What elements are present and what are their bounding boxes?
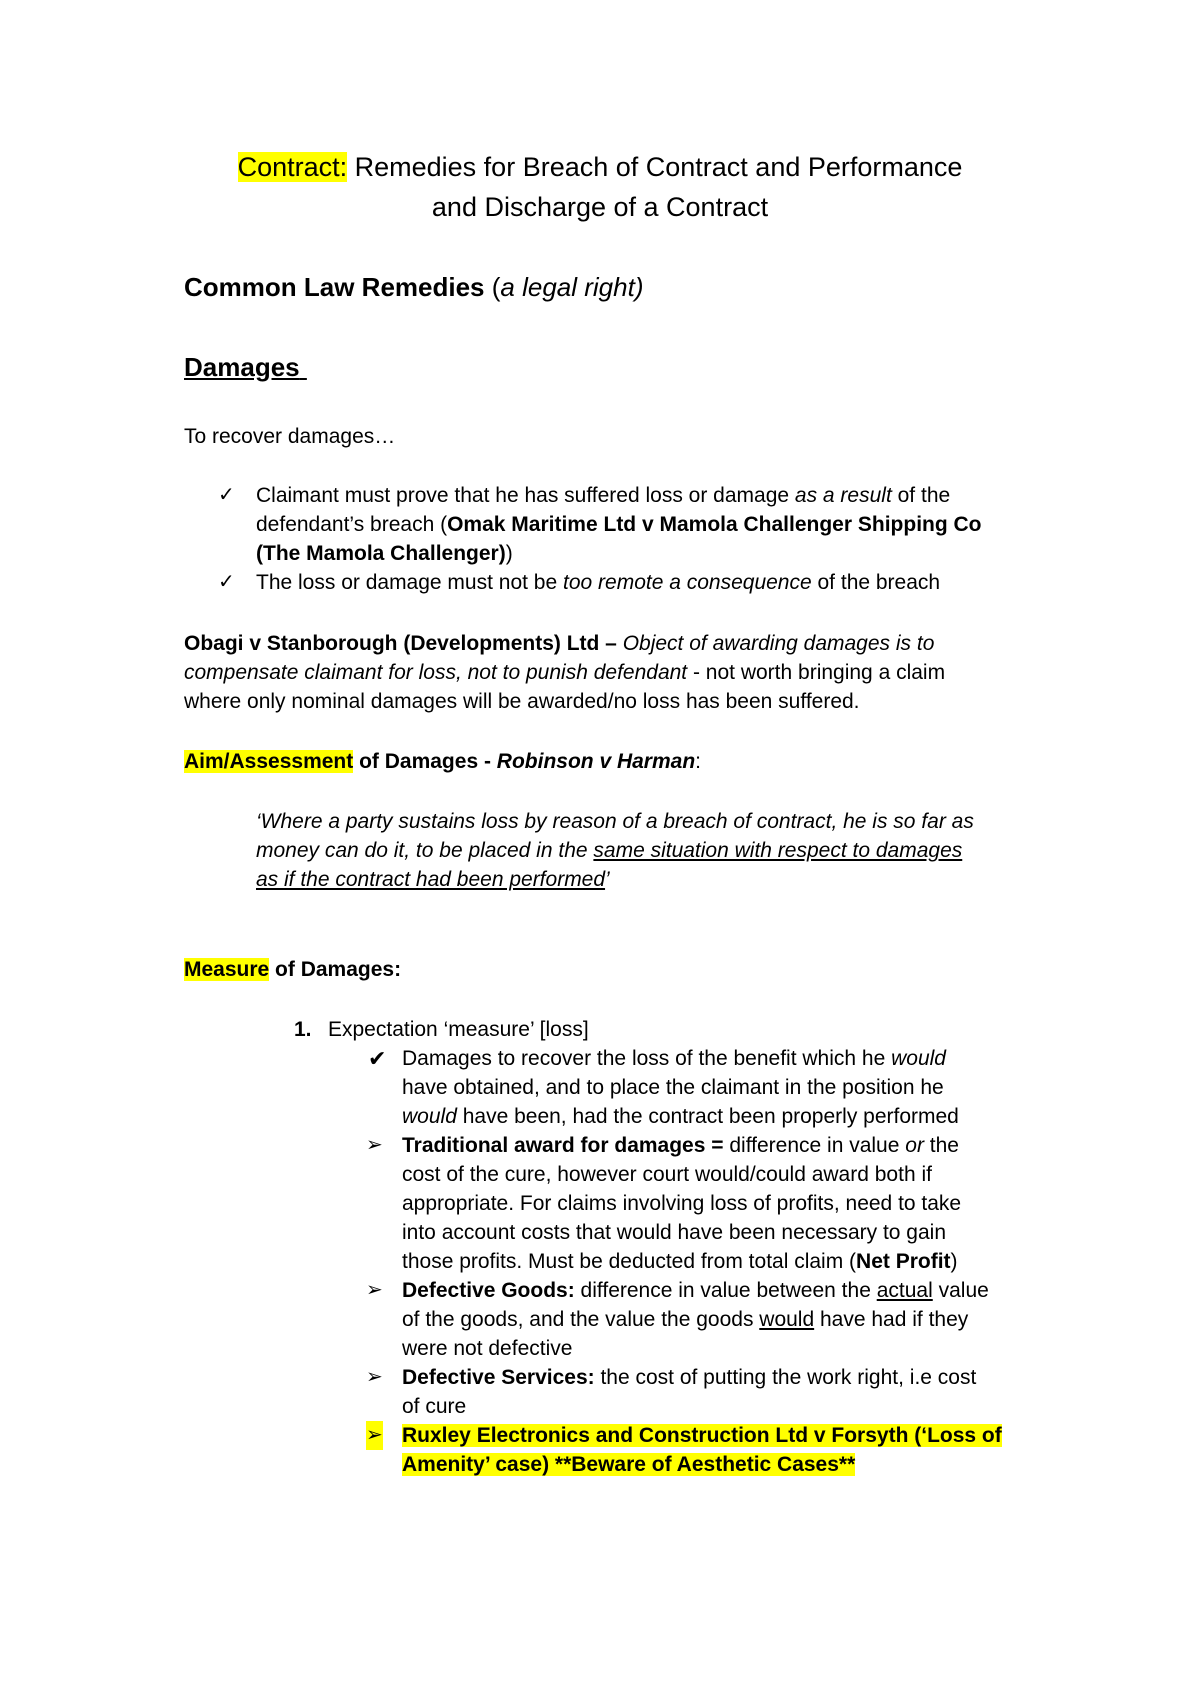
section-heading bbox=[184, 270, 643, 304]
check-icon: ✓ bbox=[218, 484, 235, 506]
check-icon: ✓ bbox=[218, 571, 235, 593]
document-title-line-2: and Discharge of a Contract bbox=[431, 192, 769, 222]
arrow-icon: ➢ bbox=[366, 1421, 383, 1450]
check-item-2: The loss or damage must not be too remote a consequence of the breach bbox=[256, 571, 941, 594]
exp-check-line-2: have obtained, and to place the claimant in the position he bbox=[402, 1076, 944, 1099]
section-heading-text: Common Law Remedies bbox=[184, 272, 485, 302]
list-number: 1. bbox=[294, 1018, 312, 1041]
goods-line-1: Defective Goods: difference in value between the actual value bbox=[402, 1279, 989, 1302]
arrow-icon: ➢ bbox=[366, 1279, 383, 1301]
damages-heading-text: Damages bbox=[184, 352, 300, 382]
aim-heading: Aim/Assessment of Damages - Robinson v Harman: bbox=[184, 750, 702, 773]
arrow-icon: ➢ bbox=[366, 1366, 383, 1388]
title-label: Contract: bbox=[237, 152, 348, 182]
trad-line-4: into account costs that would have been necessary to gain bbox=[402, 1221, 947, 1244]
check-heavy-icon: ✔ bbox=[368, 1046, 387, 1071]
goods-line-3: were not defective bbox=[402, 1337, 573, 1360]
ruxley-line-2: Amenity’ case) **Beware of Aesthetic Cases** bbox=[402, 1453, 856, 1476]
damages-intro: To recover damages… bbox=[184, 425, 396, 448]
check-item-1-line-2: defendant’s breach (Omak Maritime Ltd v Mamola Challenger Shipping Co bbox=[256, 513, 982, 536]
arrow-icon: ➢ bbox=[366, 1134, 383, 1156]
services-line-1: Defective Services: the cost of putting the work right, i.e cost bbox=[402, 1366, 977, 1389]
document-title-line-1 bbox=[0, 147, 1200, 187]
exp-check-line-1: Damages to recover the loss of the benefit which he would bbox=[402, 1047, 946, 1070]
services-line-2: of cure bbox=[402, 1395, 467, 1418]
measure-heading: Measure of Damages: bbox=[184, 958, 402, 981]
trad-line-1: Traditional award for damages = difference in value or the bbox=[402, 1134, 959, 1157]
section-heading-italic: a legal right) bbox=[500, 272, 644, 302]
ruxley-line-1: Ruxley Electronics and Construction Ltd v Forsyth (‘Loss of bbox=[402, 1424, 1002, 1447]
trad-line-3: appropriate. For claims involving loss of profits, need to take bbox=[402, 1192, 962, 1215]
obagi-line-2: compensate claimant for loss, not to punish defendant - not worth bringing a claim bbox=[184, 661, 946, 684]
damages-heading bbox=[184, 350, 307, 384]
check-item-1-line-3: (The Mamola Challenger)) bbox=[256, 542, 513, 565]
check-item-1-line-1: Claimant must prove that he has suffered loss or damage as a result of the bbox=[256, 484, 951, 507]
quote-line-3: as if the contract had been performed’ bbox=[256, 868, 610, 891]
obagi-line-1: Obagi v Stanborough (Developments) Ltd – Object of awarding damages is to bbox=[184, 632, 935, 655]
quote-line-1: ‘Where a party sustains loss by reason of a breach of contract, he is so far as bbox=[256, 810, 974, 833]
trad-line-5: those profits. Must be deducted from total claim (Net Profit) bbox=[402, 1250, 958, 1273]
obagi-line-3: where only nominal damages will be awarded/no loss has been suffered. bbox=[184, 690, 860, 713]
quote-line-2: money can do it, to be placed in the same situation with respect to damages bbox=[256, 839, 963, 862]
exp-check-line-3: would have been, had the contract been properly performed bbox=[402, 1105, 959, 1128]
expectation-item: Expectation ‘measure’ [loss] bbox=[328, 1018, 589, 1041]
title-text: Remedies for Breach of Contract and Performance bbox=[347, 152, 963, 182]
section-heading-paren: ( bbox=[484, 272, 501, 302]
goods-line-2: of the goods, and the value the goods would have had if they bbox=[402, 1308, 969, 1331]
trad-line-2: cost of the cure, however court would/could award both if bbox=[402, 1163, 932, 1186]
